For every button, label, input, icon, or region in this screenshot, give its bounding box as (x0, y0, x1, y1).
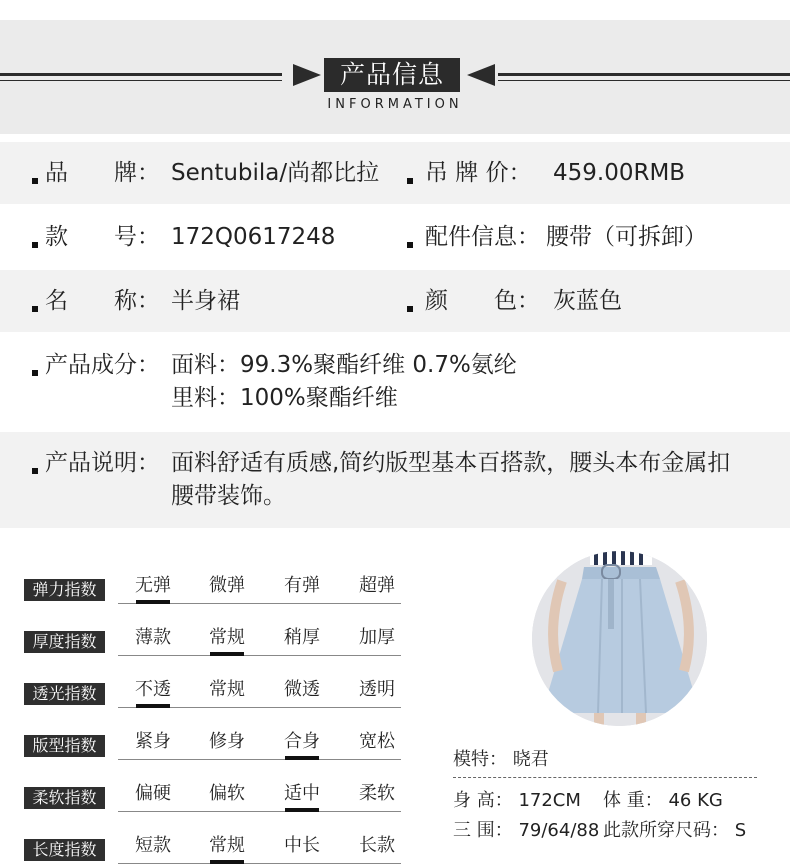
header-rule-right (498, 73, 790, 76)
metric-option: 紧身 (135, 731, 171, 752)
style-no-label: 款 号： (45, 224, 160, 250)
metric-option: 长款 (359, 835, 395, 856)
selected-indicator (210, 860, 244, 864)
name-label: 名 称： (45, 288, 160, 314)
model-measurements: 三 围： 79/64/88 (453, 820, 600, 841)
metric-label: 版型指数 (24, 735, 105, 757)
metric-label: 厚度指数 (24, 631, 105, 653)
metric-baseline (118, 811, 401, 812)
metric-baseline (118, 759, 401, 760)
metric-option: 适中 (284, 783, 320, 804)
metric-option: 宽松 (359, 731, 395, 752)
dashed-divider (453, 777, 757, 778)
bullet-icon (407, 242, 413, 248)
color-value: 灰蓝色 (553, 288, 622, 314)
info-row-name (0, 270, 790, 332)
metric-option: 无弹 (135, 575, 171, 596)
section-title: 产品信息 (324, 58, 460, 92)
metric-label: 柔软指数 (24, 787, 105, 809)
composition-line-2: 里料：100%聚酯纤维 (171, 385, 398, 411)
model-name: 模特： 晓君 (453, 749, 549, 770)
color-label: 颜 色： (425, 288, 540, 314)
metric-option: 常规 (209, 835, 245, 856)
selected-indicator (285, 808, 319, 812)
metric-option: 透明 (359, 679, 395, 700)
bullet-icon (32, 306, 38, 312)
metric-option: 稍厚 (284, 627, 320, 648)
composition-line-1: 面料：99.3%聚酯纤维 0.7%氨纶 (171, 352, 517, 378)
selected-indicator (136, 704, 170, 708)
skirt-illustration (532, 551, 707, 726)
info-row-description (0, 432, 790, 528)
description-line-2: 腰带装饰。 (171, 483, 286, 509)
metric-baseline (118, 655, 401, 656)
bullet-icon (407, 178, 413, 184)
accessory-label: 配件信息： (425, 224, 540, 250)
info-header (0, 20, 790, 134)
metric-label: 透光指数 (24, 683, 105, 705)
metric-option: 柔软 (359, 783, 395, 804)
selected-indicator (285, 756, 319, 760)
metric-option: 薄款 (135, 627, 171, 648)
description-label: 产品说明： (45, 450, 160, 476)
metric-option: 合身 (284, 731, 320, 752)
bullet-icon (32, 242, 38, 248)
style-no-value: 172Q0617248 (171, 224, 336, 250)
product-photo (532, 551, 707, 726)
model-weight: 体 重： 46 KG (603, 790, 723, 811)
accessory-value: 腰带（可拆卸） (546, 224, 707, 250)
brand-label: 品 牌： (45, 160, 160, 186)
metric-option: 加厚 (359, 627, 395, 648)
tag-price-label: 吊 牌 价： (425, 160, 532, 186)
model-size: 此款所穿尺码： S (603, 820, 747, 841)
metric-option: 偏硬 (135, 783, 171, 804)
model-height: 身 高： 172CM (453, 790, 581, 811)
metric-option: 常规 (209, 679, 245, 700)
metric-option: 中长 (284, 835, 320, 856)
header-rule-left-thin (0, 80, 282, 81)
metric-option: 短款 (135, 835, 171, 856)
bullet-icon (32, 370, 38, 376)
arrow-left-icon (467, 64, 495, 86)
metric-label: 长度指数 (24, 839, 105, 861)
brand-value: Sentubila/尚都比拉 (171, 160, 380, 186)
metric-option: 常规 (209, 627, 245, 648)
metric-label: 弹力指数 (24, 579, 105, 601)
name-value: 半身裙 (171, 288, 240, 314)
striped-top (590, 551, 652, 565)
info-row-style (0, 206, 790, 268)
selected-indicator (210, 652, 244, 656)
metric-option: 微弹 (209, 575, 245, 596)
metric-option: 不透 (135, 679, 171, 700)
info-row-brand (0, 142, 790, 204)
metric-option: 偏软 (209, 783, 245, 804)
bullet-icon (407, 306, 413, 312)
selected-indicator (136, 600, 170, 604)
metric-option: 微透 (284, 679, 320, 700)
bullet-icon (32, 178, 38, 184)
metric-option: 超弹 (359, 575, 395, 596)
description-line-1: 面料舒适有质感,简约版型基本百搭款，腰头本布金属扣 (171, 450, 731, 476)
header-rule-right-thin (498, 80, 790, 81)
tag-price-value: 459.00RMB (553, 160, 686, 186)
arrow-right-icon (293, 64, 321, 86)
header-rule-left (0, 73, 282, 76)
info-row-composition (0, 334, 790, 430)
bullet-icon (32, 468, 38, 474)
composition-label: 产品成分： (45, 352, 160, 378)
metric-option: 有弹 (284, 575, 320, 596)
section-subtitle: INFORMATION (327, 97, 463, 112)
metric-option: 修身 (209, 731, 245, 752)
